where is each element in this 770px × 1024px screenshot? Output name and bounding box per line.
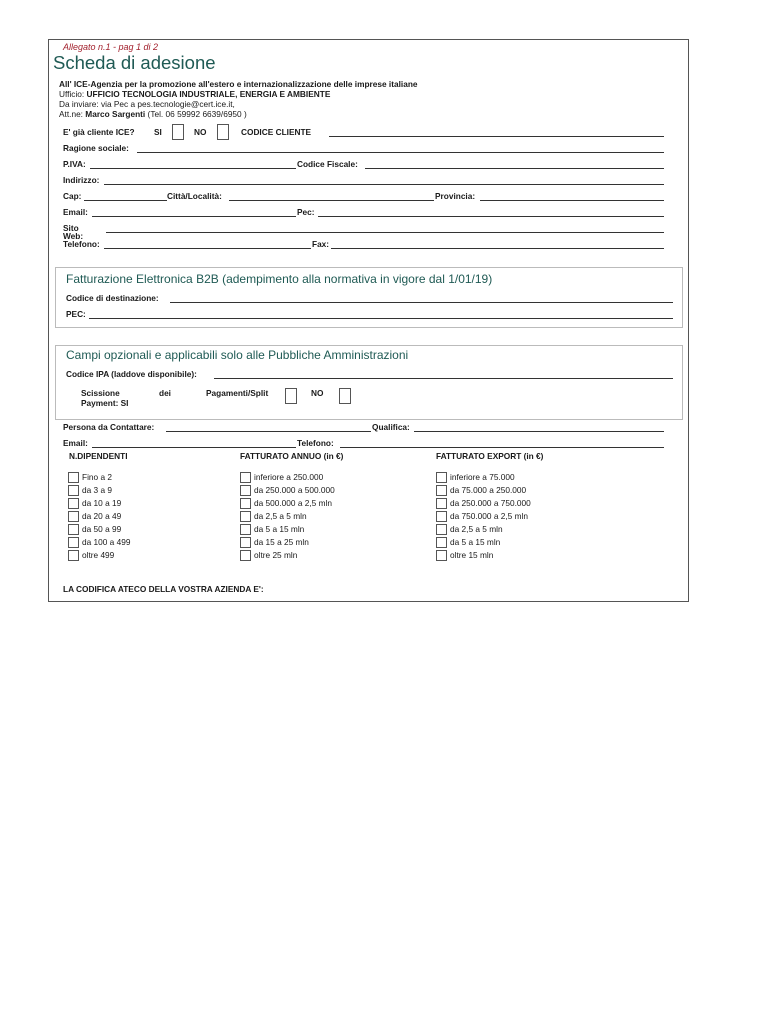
page-title: Scheda di adesione [53,52,216,73]
export-option-checkbox[interactable] [436,511,447,522]
scissione-label: Scissione [81,388,120,398]
einvoice-pec-field[interactable] [89,318,673,319]
payment-si-label: Payment: SI [81,398,129,408]
contact-email-label: Email: [63,438,88,448]
export-option-label: da 2,5 a 5 mln [450,524,503,534]
fatturato-option-label: inferiore a 250.000 [254,472,324,482]
export-option-checkbox[interactable] [436,485,447,496]
export-header: FATTURATO EXPORT (in €) [436,451,544,461]
contact-telefono-label: Telefono: [297,438,334,448]
fatturato-option-label: da 500.000 a 2,5 mln [254,498,332,508]
dipendenti-option-label: da 50 a 99 [82,524,122,534]
dipendenti-option-label: da 20 a 49 [82,511,122,521]
fatturato-option-checkbox[interactable] [240,524,251,535]
export-option-label: oltre 15 mln [450,550,494,560]
fatturato-option-checkbox[interactable] [240,498,251,509]
client-question: E' già cliente ICE? [63,127,135,137]
piva-label: P.IVA: [63,159,86,169]
pagamenti-label: Pagamenti/Split [206,388,269,398]
fatturato-option-label: da 2,5 a 5 mln [254,511,307,521]
pec-field[interactable] [318,216,664,217]
qualifica-label: Qualifica: [372,422,410,432]
dipendenti-option-checkbox[interactable] [68,472,79,483]
client-code-label: CODICE CLIENTE [241,127,312,137]
export-option-checkbox[interactable] [436,524,447,535]
export-option-label: da 250.000 a 750.000 [450,498,531,508]
codice-fiscale-field[interactable] [365,168,664,169]
fatturato-option-label: da 15 a 25 mln [254,537,309,547]
dei-label: dei [159,388,171,398]
client-code-field[interactable] [329,136,664,137]
telefono-field[interactable] [104,248,311,249]
indirizzo-label: Indirizzo: [63,175,100,185]
client-si-checkbox[interactable] [172,124,184,140]
fatturato-option-label: da 5 a 15 mln [254,524,305,534]
client-no-label: NO [194,127,207,137]
dipendenti-option-checkbox[interactable] [68,524,79,535]
recipient-send-to: Da inviare: via Pec a pes.tecnologie@cert.ice.it, [59,99,235,109]
sito-field[interactable] [106,232,664,233]
recipient-office [59,89,330,99]
export-option-label: inferiore a 75.000 [450,472,515,482]
email-label: Email: [63,207,88,217]
export-option-checkbox[interactable] [436,550,447,561]
web-label-fragment: Web: [63,231,84,241]
contact-email-field[interactable] [92,447,296,448]
ragione-sociale-label: Ragione sociale: [63,143,129,153]
provincia-label: Provincia: [435,191,476,201]
fatturato-option-checkbox[interactable] [240,485,251,496]
fax-label: Fax: [312,239,330,249]
dipendenti-option-checkbox[interactable] [68,511,79,522]
client-no-checkbox[interactable] [217,124,229,140]
fatturato-option-checkbox[interactable] [240,472,251,483]
email-field[interactable] [92,216,296,217]
ragione-sociale-field[interactable] [137,152,664,153]
recipient-attn [59,109,247,119]
dipendenti-option-label: Fino a 2 [82,472,112,482]
qualifica-field[interactable] [414,431,664,432]
dipendenti-option-checkbox[interactable] [68,537,79,548]
split-payment-no-checkbox[interactable] [339,388,351,404]
attn-name: Marco Sargenti [85,109,146,119]
fatturato-option-label: oltre 25 mln [254,550,298,560]
piva-field[interactable] [90,168,296,169]
contact-telefono-field[interactable] [340,447,664,448]
dipendenti-header: N.DIPENDENTI [69,451,128,461]
codice-fiscale-label: Codice Fiscale: [297,159,358,169]
provincia-field[interactable] [480,200,664,201]
split-no-label: NO [311,388,324,398]
ipa-label: Codice IPA (laddove disponibile): [66,369,197,379]
export-option-label: da 750.000 a 2,5 mln [450,511,528,521]
attn-prefix: Att.ne: [59,109,86,119]
split-payment-si-checkbox[interactable] [285,388,297,404]
export-option-label: da 5 a 15 mln [450,537,501,547]
ipa-field[interactable] [214,378,673,379]
fatturato-option-checkbox[interactable] [240,550,251,561]
fatturato-option-label: da 250.000 a 500.000 [254,485,335,495]
office-name: UFFICIO TECNOLOGIA INDUSTRIALE, ENERGIA E AMBIENTE [86,89,331,99]
office-prefix: Ufficio: [59,89,87,99]
dipendenti-option-label: da 10 a 19 [82,498,122,508]
citta-label: Città/Località: [167,191,222,201]
ateco-label: LA CODIFICA ATECO DELLA VOSTRA AZIENDA E': [63,584,264,594]
pec-label: Pec: [297,207,315,217]
annex-label: Allegato n.1 - pag 1 di 2 [63,42,159,52]
pa-title: Campi opzionali e applicabili solo alle Pubbliche Amministrazioni [66,348,409,362]
einvoice-title: Fatturazione Elettronica B2B (adempimento alla normativa in vigore dal 1/01/19) [66,272,493,286]
persona-field[interactable] [166,431,371,432]
dipendenti-option-label: da 3 a 9 [82,485,112,495]
fax-field[interactable] [331,248,664,249]
fatturato-option-checkbox[interactable] [240,511,251,522]
recipient-to: All' ICE-Agenzia per la promozione all'estero e internazionalizzazione delle imprese italiane [59,79,418,89]
export-option-checkbox[interactable] [436,498,447,509]
dipendenti-option-checkbox[interactable] [68,498,79,509]
attn-phone: (Tel. 06 59992 6639/6950 ) [145,109,247,119]
sito-label: Sito [63,223,79,233]
dest-code-label: Codice di destinazione: [66,293,159,303]
export-option-checkbox[interactable] [436,472,447,483]
dipendenti-option-checkbox[interactable] [68,485,79,496]
cap-label: Cap: [63,191,82,201]
export-option-label: da 75.000 a 250.000 [450,485,527,495]
client-si-label: SI [154,127,162,137]
cap-field[interactable] [84,200,167,201]
fatturato-header: FATTURATO ANNUO (in €) [240,451,344,461]
export-option-checkbox[interactable] [436,537,447,548]
dipendenti-option-label: oltre 499 [82,550,115,560]
citta-field[interactable] [229,200,434,201]
dipendenti-option-label: da 100 a 499 [82,537,131,547]
einvoice-pec-label: PEC: [66,309,86,319]
dest-code-field[interactable] [170,302,673,303]
dipendenti-option-checkbox[interactable] [68,550,79,561]
fatturato-option-checkbox[interactable] [240,537,251,548]
indirizzo-field[interactable] [104,184,664,185]
persona-label: Persona da Contattare: [63,422,155,432]
telefono-label: Telefono: [63,239,100,249]
